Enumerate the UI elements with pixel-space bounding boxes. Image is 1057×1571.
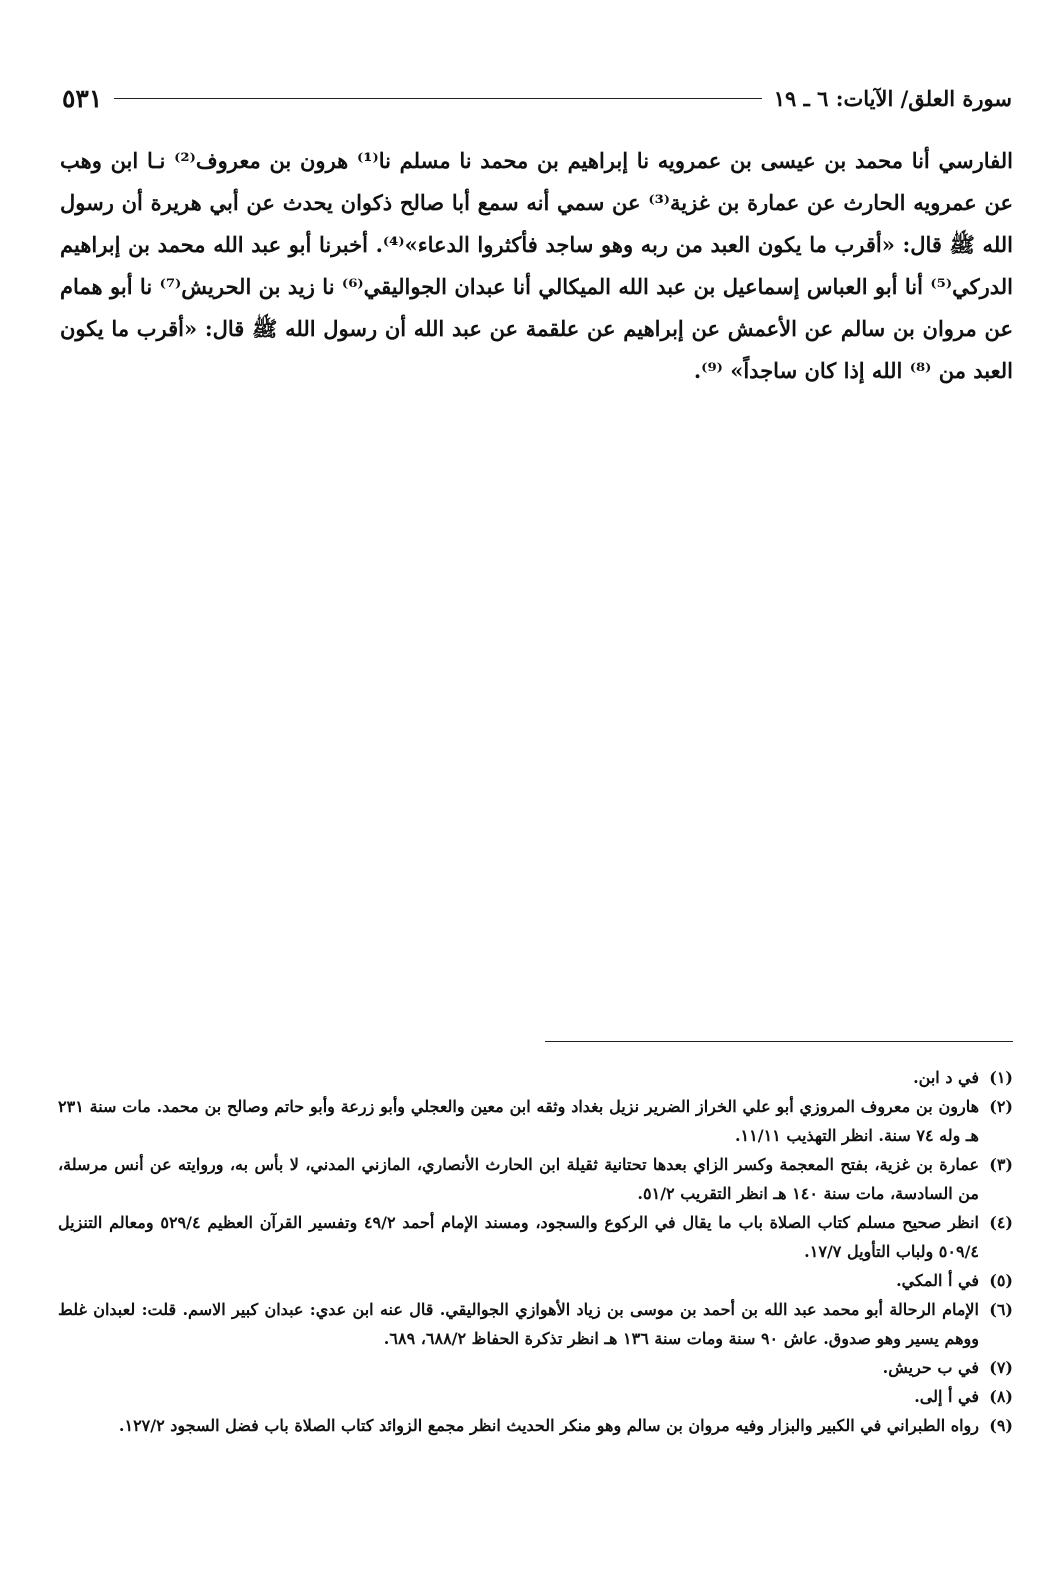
footnote-text: هارون بن معروف المروزي أبو علي الخراز الضرير نزيل بغداد وثقه ابن معين والعجلي وأبو زرعة وأبو حاتم وصالح بن محمد. مات سنة ٢٣١ هـ وله ٧٤ سنة. انظر التهذيب ١١/١١. [58, 1097, 980, 1145]
footnote [58, 1266, 1013, 1295]
footnote [58, 1382, 1013, 1411]
footnote-number: (٦) [989, 1300, 1013, 1319]
footnote [58, 1092, 1013, 1150]
footnote-text: عمارة بن غزية، بفتح المعجمة وكسر الزاي بعدها تحتانية ثقيلة ابن الحارث الأنصاري، المازني المدني، لا بأس به، وروايته عن أنس مرسلة، من السادسة، مات سنة ١٤٠ هـ انظر التقريب ٥١/٢. [58, 1155, 979, 1203]
footnote-number: (٢) [989, 1097, 1013, 1116]
footnotes [58, 1063, 1013, 1440]
footnote-separator [545, 1041, 1013, 1042]
footnote-number: (٣) [989, 1155, 1013, 1174]
footnote-text: رواه الطبراني في الكبير والبزار وفيه مروان بن سالم وهو منكر الحديث انظر مجمع الزوائد كتاب الصلاة باب فضل السجود ١٢٧/٢. [118, 1416, 979, 1435]
page-header [62, 78, 1012, 118]
footnote-text: في ب حريش. [882, 1358, 979, 1377]
footnote [58, 1063, 1013, 1092]
footnote [58, 1208, 1013, 1266]
footnote-number: (١) [989, 1068, 1013, 1087]
footnote-text: انظر صحيح مسلم كتاب الصلاة باب ما يقال في الركوع والسجود، ومسند الإمام أحمد ٤٩/٢ وتفسير القرآن العظيم ٥٢٩/٤ ومعالم التنزيل ٥٠٩/٤ ولباب التأويل ١٧/٧. [58, 1213, 979, 1261]
footnote-number: (٧) [989, 1358, 1013, 1377]
main-text: الفارسي أنا محمد بن عيسى بن عمرويه نا إبراهيم بن محمد نا مسلم نا⁽¹⁾ هرون بن معروف⁽²⁾ نـا ابن وهب عن عمرويه الحارث عن عمارة بن غزية⁽³⁾ عن سمي أنه سمع أبا صالح ذكوان يحدث عن أبي هريرة أن رسول الله ﷺ قال: «أقرب ما يكون العبد من ربه وهو ساجد فأكثروا الدعاء»⁽⁴⁾. أخبرنا أبو عبد الله محمد بن إبراهيم الدركي⁽⁵⁾ أنا أبو العباس إسماعيل بن عبد الله الميكالي أنا عبدان الجواليقي⁽⁶⁾ نا زيد بن الحريش⁽⁷⁾ نا أبو همام عن مروان بن سالم عن الأعمش عن إبراهيم عن علقمة عن عبد الله أن رسول الله ﷺ قال: «أقرب ما يكون العبد من ⁽⁸⁾ الله إذا كان ساجداً» ⁽⁹⁾. [60, 148, 1014, 383]
footnote-text: في د ابن. [913, 1068, 979, 1087]
footnote-text: الإمام الرحالة أبو محمد عبد الله بن أحمد بن موسى بن زياد الأهوازي الجواليقي. قال عنه ابن عدي: عبدان كبير الاسم. قلت: لعبدان غلط ووهم يسير وهو صدوق. عاش ٩٠ سنة ومات سنة ١٣٦ هـ انظر تذكرة الحفاظ ٦٨٨/٢، ٦٨٩. [58, 1300, 979, 1348]
running-title: سورة العلق/ الآيات: ٦ ـ ١٩ [773, 85, 1012, 111]
footnote-number: (٨) [989, 1387, 1013, 1406]
footnote [58, 1411, 1013, 1440]
footnote [58, 1353, 1013, 1382]
page-number: ٥٣١ [62, 83, 103, 113]
header-rule [114, 98, 761, 99]
footnote-number: (٤) [989, 1213, 1013, 1232]
footnote [58, 1150, 1013, 1208]
footnote-number: (٩) [989, 1416, 1013, 1435]
footnote-text: في أ المكي. [896, 1271, 979, 1290]
footnote [58, 1295, 1013, 1353]
footnote-text: في أ إلى. [914, 1387, 979, 1406]
footnote-number: (٥) [989, 1271, 1013, 1290]
